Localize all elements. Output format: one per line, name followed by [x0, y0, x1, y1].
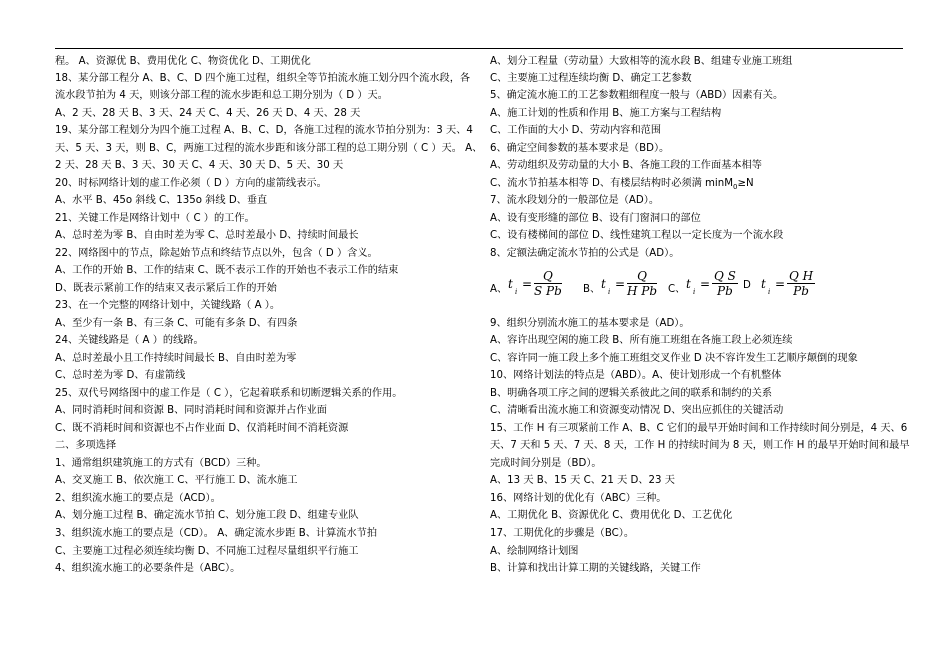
formula-denominator: S Pb	[534, 284, 562, 298]
left-text-line: 19、某分部工程划分为四个施工过程 A、B、C、D，各施工过程的流水节拍分别为：3 天、4	[55, 125, 473, 136]
formula-option	[668, 266, 748, 306]
left-text-line: 21、关键工作是网络计划中（ C ）的工作。	[55, 213, 255, 224]
equals-sign: =	[522, 277, 533, 291]
left-text-line: 流水段节拍为 4 天，则该分部工程的流水步距和总工期分别为（ D ）天。	[55, 90, 388, 101]
formula-numerator: Q S	[714, 269, 736, 283]
right-text-line: A、绘制网络计划图	[490, 546, 579, 557]
formula-fraction	[787, 269, 815, 298]
left-text-line: 20、时标网络计划的虚工作必须（ D ）方向的虚箭线表示。	[55, 178, 327, 189]
right-text-line: C、容许同一施工段上多个施工班组交叉作业 D 决不容许发生工艺顺序颠倒的现象	[490, 353, 858, 364]
formula-option	[583, 266, 663, 306]
formula-numerator: Q	[534, 269, 562, 284]
left-text-line: 23、在一个完整的网络计划中，关键线路（ A ）。	[55, 300, 281, 311]
formula-numerator: Q	[627, 269, 657, 284]
formula-label: D	[743, 280, 751, 291]
left-text-line: 4、组织流水施工的必要条件是（ABC）。	[55, 563, 241, 574]
left-text-line: C、主要施工过程必须连续均衡 D、不同施工过程尽量组织平行施工	[55, 546, 359, 557]
formula-subscript: i	[608, 288, 611, 296]
right-text-line: A、施工计划的性质和作用 B、施工方案与工程结构	[490, 108, 722, 119]
left-text-line: 3、组织流水施工的要点是（CD）。 A、确定流水步距 B、计算流水节拍	[55, 528, 378, 539]
left-text-line: C、总时差为零 D、有虚箭线	[55, 370, 186, 381]
right-text-line: C、清晰看出流水施工和资源变动情况 D、突出应抓住的关键活动	[490, 405, 784, 416]
right-text-line: A、设有变形缝的部位 B、设有门窗洞口的部位	[490, 213, 701, 224]
formula-variable: t	[508, 277, 513, 291]
left-text-line: D、既表示紧前工作的结束又表示紧后工作的开始	[55, 283, 277, 294]
right-text-line: 6、确定空间参数的基本要求是（BD）。	[490, 143, 670, 154]
left-text-line: A、2 天、28 天 B、3 天、24 天 C、4 天、26 天 D、4 天、28 天	[55, 108, 361, 119]
right-text-line: A、容许出现空闲的施工段 B、所有施工班组在各施工段上必须连续	[490, 335, 793, 346]
left-text-line: 1、通常组织建筑施工的方式有（BCD）三种。	[55, 458, 267, 469]
left-text-line: A、同时消耗时间和资源 B、同时消耗时间和资源并占作业面	[55, 405, 327, 416]
page-top-rule	[55, 48, 903, 49]
right-text-line: B、计算和找出计算工期的关键线路，关键工作	[490, 563, 701, 574]
left-text-line: 22、网络图中的节点，除起始节点和终结节点以外，包含（ D ）含义。	[55, 248, 378, 259]
formula-fraction	[627, 269, 657, 298]
formula-label: C、	[668, 284, 686, 295]
left-text-line: 二、多项选择	[55, 440, 117, 451]
min-m-condition-suffix: ≥N	[737, 178, 754, 189]
right-text-line: 16、网络计划的优化有（ABC）三种。	[490, 493, 667, 504]
formula-option	[743, 266, 823, 306]
formula-subscript: i	[693, 288, 696, 296]
right-text-line: 8、定额法确定流水节拍的公式是（AD）。	[490, 248, 680, 259]
formula-numerator: Q H	[789, 269, 814, 283]
formula-variable: t	[601, 277, 606, 291]
right-text-line: B、明确各项工序之间的逻辑关系彼此之间的联系和制约的关系	[490, 388, 773, 399]
right-text-line: 17、工期优化的步骤是（BC）。	[490, 528, 635, 539]
left-text-line: C、既不消耗时间和资源也不占作业面 D、仅消耗时间不消耗资源	[55, 423, 349, 434]
formula-denominator: H Pb	[627, 284, 658, 298]
left-text-line: 程。 A、资源优 B、费用优化 C、物资优化 D、工期优化	[55, 56, 311, 67]
left-text-line: 2、组织流水施工的要点是（ACD）。	[55, 493, 221, 504]
left-text-line: A、至少有一条 B、有三条 C、可能有多条 D、有四条	[55, 318, 298, 329]
formula-label: A、	[490, 284, 508, 295]
formula-label: B、	[583, 284, 601, 295]
left-text-line: A、交叉施工 B、依次施工 C、平行施工 D、流水施工	[55, 475, 298, 486]
left-text-line: 24、关键线路是（ A ）的线路。	[55, 335, 204, 346]
left-text-line: A、总时差最小且工作持续时间最长 B、自由时差为零	[55, 353, 297, 364]
right-text-line: 7、流水段划分的一般部位是（AD）。	[490, 195, 660, 206]
formula-variable: t	[686, 277, 691, 291]
right-text-line: 5、确定流水施工的工艺参数粗细程度一般与（ABD）因素有关。	[490, 90, 784, 101]
formula-variable: t	[761, 277, 766, 291]
right-text-line: 9、组织分别流水施工的基本要求是（AD）。	[490, 318, 690, 329]
right-text-line: A、工期优化 B、资源优化 C、费用优化 D、工艺优化	[490, 510, 733, 521]
formula-fraction	[534, 269, 562, 298]
formula-fraction	[712, 269, 738, 298]
right-text-line: 天、7 天和 5 天、7 天、8 天，工作 H 的持续时间为 8 天，则工作 H 的最早开始时间和最早	[490, 440, 910, 451]
right-text-line: 15、工作 H 有三项紧前工作 A、B、C 它们的最早开始时间和工作持续时间分别是，4 天、6	[490, 423, 908, 434]
formula-subscript: i	[515, 288, 518, 296]
left-text-line: A、水平 B、45o 斜线 C、135o 斜线 D、垂直	[55, 195, 268, 206]
formula-option	[490, 266, 570, 306]
right-text-line: C、主要施工过程连续均衡 D、确定工艺参数	[490, 73, 692, 84]
right-text-line: 完成时间分别是（BD）。	[490, 458, 602, 469]
right-text-line: C、流水节拍基本相等 D、有楼层结构时必须满 minM$_0$≥N	[490, 178, 754, 192]
equals-sign: =	[700, 277, 711, 291]
right-text-line: C、设有楼梯间的部位 D、线性建筑工程以一定长度为一个流水段	[490, 230, 784, 241]
equals-sign: =	[615, 277, 626, 291]
left-text-line: 天、5 天、3 天，则 B、C，两施工过程的流水步距和该分部工程的总工期分别（ C ）天。 A、	[55, 143, 483, 154]
right-text-line: 10、网络计划法的特点是（ABD）。A、使计划形成一个有机整体	[490, 370, 782, 381]
right-text-line: A、划分工程量（劳动量）大致相等的流水段 B、组建专业施工班组	[490, 56, 793, 67]
left-text-line: 18、某分部工程分 A、B、C、D 四个施工过程，组织全等节拍流水施工划分四个流水段，各	[55, 73, 471, 84]
left-text-line: A、工作的开始 B、工作的结束 C、既不表示工作的开始也不表示工作的结束	[55, 265, 399, 276]
formula-denominator: Pb	[793, 284, 809, 298]
left-text-line: 2 天、28 天 B、3 天、30 天 C、4 天、30 天 D、5 天、30 天	[55, 160, 344, 171]
right-text-line: C、工作面的大小 D、劳动内容和范围	[490, 125, 662, 136]
formula-subscript: i	[768, 288, 771, 296]
right-text-line: A、13 天 B、15 天 C、21 天 D、23 天	[490, 475, 675, 486]
left-text-line: A、划分施工过程 B、确定流水节拍 C、划分施工段 D、组建专业队	[55, 510, 359, 521]
formula-denominator: Pb	[717, 284, 733, 298]
right-text-line: A、劳动组织及劳动量的大小 B、各施工段的工作面基本相等	[490, 160, 762, 171]
min-m-subscript: 0	[733, 183, 738, 192]
left-text-line: 25、双代号网络图中的虚工作是（ C ），它起着联系和切断逻辑关系的作用。	[55, 388, 403, 399]
left-text-line: A、总时差为零 B、自由时差为零 C、总时差最小 D、持续时间最长	[55, 230, 359, 241]
equals-sign: =	[775, 277, 786, 291]
